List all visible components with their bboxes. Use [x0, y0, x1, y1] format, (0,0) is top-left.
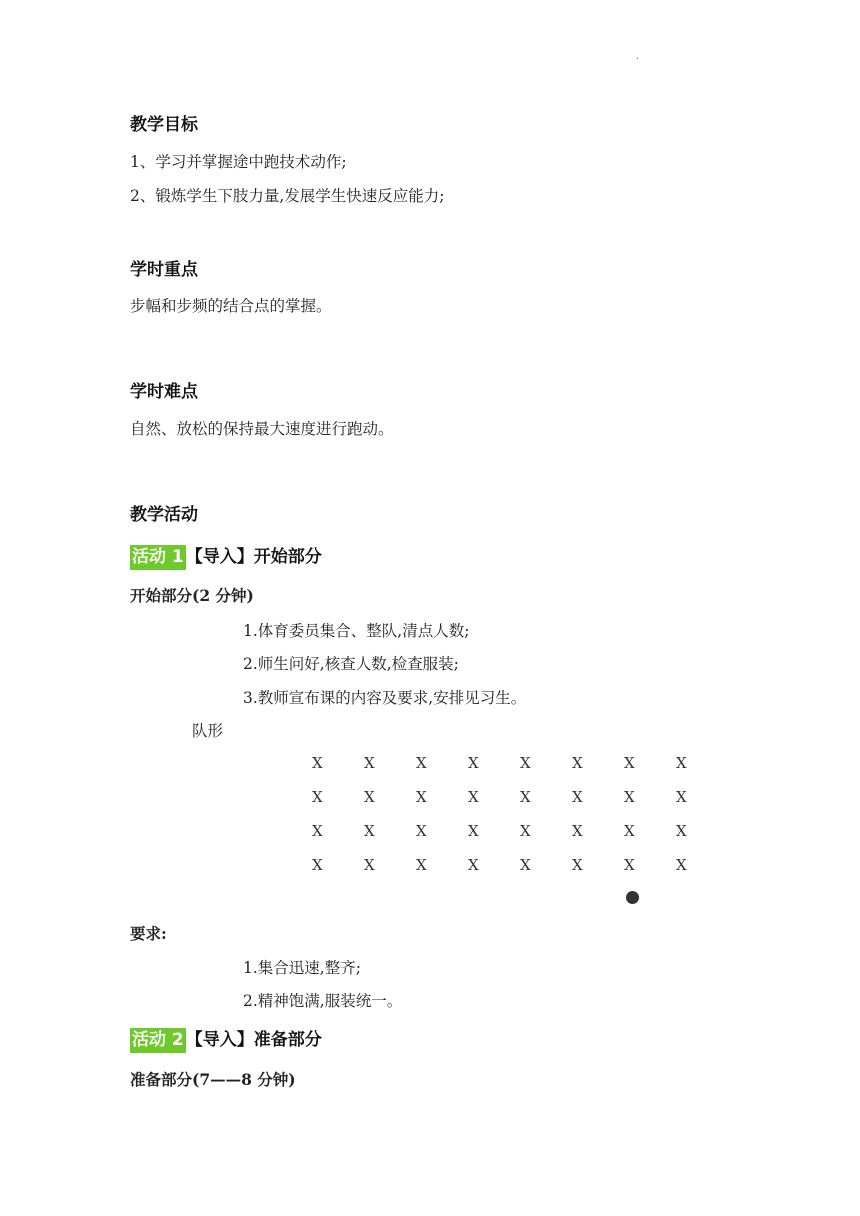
- requirement-1: 1.集合迅速,整齐;: [243, 959, 361, 977]
- activity-2-subtitle: 准备部分(7——8 分钟): [130, 1070, 296, 1089]
- activity-1-tag: 活动 1: [130, 545, 186, 570]
- formation-student-mark: X: [520, 822, 531, 840]
- requirement-2: 2.精神饱满,服装统一。: [243, 992, 403, 1010]
- formation-student-mark: X: [572, 822, 583, 840]
- formation-student-mark: X: [468, 856, 479, 874]
- formation-student-mark: X: [520, 788, 531, 806]
- formation-student-mark: X: [572, 788, 583, 806]
- formation-student-mark: X: [624, 856, 635, 874]
- formation-student-mark: X: [572, 856, 583, 874]
- formation-student-mark: X: [624, 788, 635, 806]
- activity-1-subtitle: 开始部分(2 分钟): [130, 586, 254, 605]
- requirements-label: 要求:: [130, 924, 167, 943]
- formation-student-mark: X: [416, 822, 427, 840]
- difficulties-heading: 学时难点: [130, 382, 198, 402]
- formation-student-mark: X: [572, 754, 583, 772]
- activity-1-step-2: 2.师生问好,核查人数,检查服装;: [243, 655, 459, 673]
- formation-student-mark: X: [520, 856, 531, 874]
- formation-student-mark: X: [520, 754, 531, 772]
- page-mark: ·: [636, 54, 640, 65]
- teacher-position-dot: [626, 891, 639, 904]
- formation-student-mark: X: [416, 856, 427, 874]
- activity-1-title: 【导入】开始部分: [185, 547, 322, 567]
- activity-1-step-1: 1.体育委员集合、整队,清点人数;: [243, 622, 470, 640]
- activity-2-tag: 活动 2: [130, 1028, 186, 1053]
- key-points-text: 步幅和步频的结合点的掌握。: [130, 297, 332, 315]
- formation-student-mark: X: [312, 788, 323, 806]
- formation-student-mark: X: [312, 856, 323, 874]
- formation-student-mark: X: [468, 822, 479, 840]
- key-points-heading: 学时重点: [130, 260, 198, 280]
- formation-student-mark: X: [676, 856, 687, 874]
- activities-heading: 教学活动: [130, 505, 198, 525]
- formation-student-mark: X: [676, 754, 687, 772]
- goal-item-2: 2、锻炼学生下肢力量,发展学生快速反应能力;: [130, 187, 445, 205]
- formation-student-mark: X: [468, 788, 479, 806]
- formation-student-mark: X: [676, 788, 687, 806]
- activity-1-step-3: 3.教师宣布课的内容及要求,安排见习生。: [243, 689, 527, 707]
- formation-student-mark: X: [416, 788, 427, 806]
- difficulties-text: 自然、放松的保持最大速度进行跑动。: [130, 420, 394, 438]
- formation-student-mark: X: [624, 822, 635, 840]
- formation-student-mark: X: [676, 822, 687, 840]
- goal-item-1: 1、学习并掌握途中跑技术动作;: [130, 153, 347, 171]
- activity-2-title-row: [130, 1025, 322, 1050]
- goals-heading: 教学目标: [130, 115, 198, 135]
- activity-1-title-row: [130, 542, 322, 567]
- formation-student-mark: X: [416, 754, 427, 772]
- formation-student-mark: X: [312, 754, 323, 772]
- formation-student-mark: X: [364, 822, 375, 840]
- formation-student-mark: X: [364, 788, 375, 806]
- formation-student-mark: X: [468, 754, 479, 772]
- activity-2-title: 【导入】准备部分: [185, 1030, 322, 1050]
- formation-student-mark: X: [624, 754, 635, 772]
- formation-student-mark: X: [364, 754, 375, 772]
- formation-student-mark: X: [312, 822, 323, 840]
- formation-student-mark: X: [364, 856, 375, 874]
- formation-label: 队形: [192, 722, 224, 740]
